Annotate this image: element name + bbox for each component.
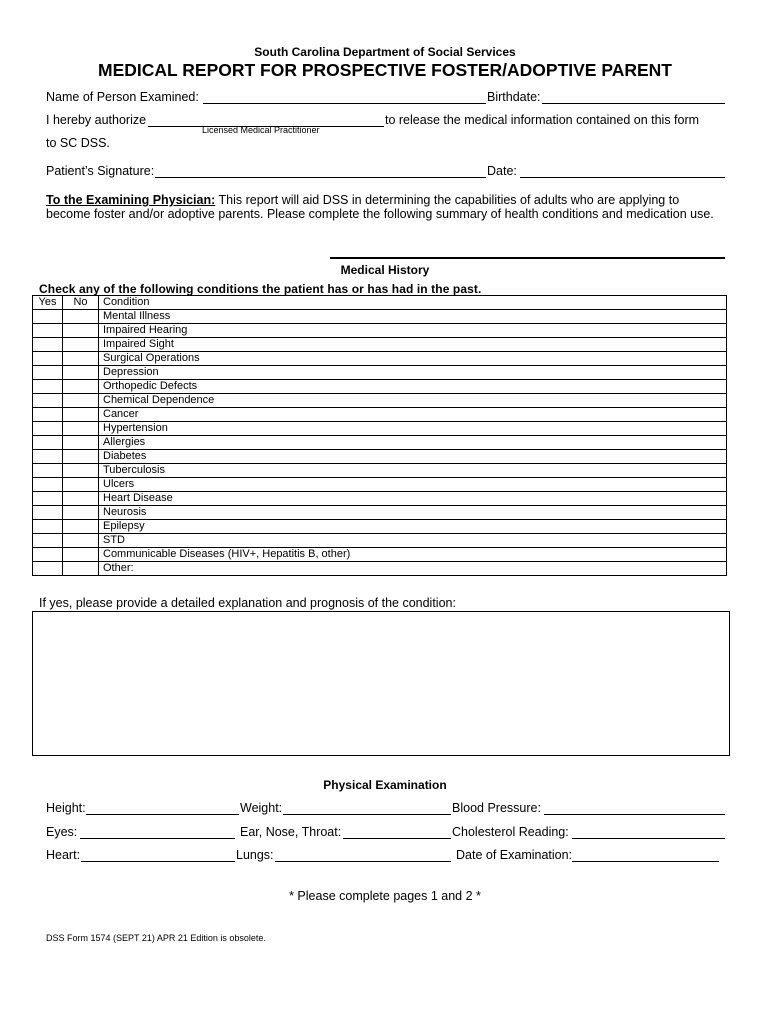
condition-name: Other: — [99, 562, 727, 576]
ent-label: Ear, Nose, Throat: — [240, 825, 342, 839]
yes-checkbox-cell[interactable] — [33, 338, 63, 352]
yes-checkbox-cell[interactable] — [33, 562, 63, 576]
condition-name: Orthopedic Defects — [99, 380, 727, 394]
condition-name: Mental Illness — [99, 310, 727, 324]
condition-column-header: Condition — [99, 296, 727, 310]
table-row — [33, 324, 727, 338]
instructions-paragraph — [46, 193, 726, 221]
no-checkbox-cell[interactable] — [63, 478, 99, 492]
condition-name: Tuberculosis — [99, 464, 727, 478]
condition-name: Impaired Sight — [99, 338, 727, 352]
conditions-table — [32, 295, 727, 576]
yes-checkbox-cell[interactable] — [33, 324, 63, 338]
exam-date-label: Date of Examination: — [456, 848, 573, 862]
condition-name: STD — [99, 534, 727, 548]
section-divider — [330, 257, 725, 259]
yes-checkbox-cell[interactable] — [33, 464, 63, 478]
heart-label: Heart: — [46, 848, 81, 862]
form-title: MEDICAL REPORT FOR PROSPECTIVE FOSTER/ADOPTIVE PARENT — [98, 60, 672, 80]
ent-field[interactable] — [343, 838, 451, 839]
yes-checkbox-cell[interactable] — [33, 436, 63, 450]
table-row — [33, 380, 727, 394]
condition-name: Depression — [99, 366, 727, 380]
condition-name: Cancer — [99, 408, 727, 422]
birthdate-label: Birthdate: — [487, 90, 541, 104]
condition-name: Surgical Operations — [99, 352, 727, 366]
yes-column-header: Yes — [33, 296, 63, 310]
release-text: to release the medical information contained on this form — [385, 113, 700, 127]
no-column-header: No — [63, 296, 99, 310]
yes-checkbox-cell[interactable] — [33, 492, 63, 506]
yes-checkbox-cell[interactable] — [33, 534, 63, 548]
lungs-field[interactable] — [275, 861, 451, 862]
signature-label: Patient’s Signature: — [46, 164, 155, 178]
yes-checkbox-cell[interactable] — [33, 408, 63, 422]
explanation-label: If yes, please provide a detailed explanation and prognosis of the condition: — [39, 596, 456, 610]
weight-label: Weight: — [240, 801, 283, 815]
form-footer: DSS Form 1574 (SEPT 21) APR 21 Edition is obsolete. — [46, 933, 266, 943]
no-checkbox-cell[interactable] — [63, 310, 99, 324]
no-checkbox-cell[interactable] — [63, 380, 99, 394]
eyes-label: Eyes: — [46, 825, 78, 839]
no-checkbox-cell[interactable] — [63, 464, 99, 478]
table-row — [33, 464, 727, 478]
name-label: Name of Person Examined: — [46, 90, 199, 104]
table-row — [33, 450, 727, 464]
signature-field[interactable] — [155, 177, 486, 178]
exam-date-field[interactable] — [572, 861, 719, 862]
table-row — [33, 352, 727, 366]
yes-checkbox-cell[interactable] — [33, 478, 63, 492]
table-row — [33, 366, 727, 380]
lungs-label: Lungs: — [236, 848, 274, 862]
physical-exam-title: Physical Examination — [323, 778, 447, 792]
table-row — [33, 422, 727, 436]
no-checkbox-cell[interactable] — [63, 394, 99, 408]
yes-checkbox-cell[interactable] — [33, 422, 63, 436]
no-checkbox-cell[interactable] — [63, 366, 99, 380]
no-checkbox-cell[interactable] — [63, 352, 99, 366]
condition-name: Allergies — [99, 436, 727, 450]
yes-checkbox-cell[interactable] — [33, 394, 63, 408]
table-header-row — [33, 296, 727, 310]
yes-checkbox-cell[interactable] — [33, 506, 63, 520]
condition-name: Impaired Hearing — [99, 324, 727, 338]
cholesterol-field[interactable] — [572, 838, 725, 839]
condition-name: Hypertension — [99, 422, 727, 436]
height-field[interactable] — [86, 814, 239, 815]
table-row — [33, 562, 727, 576]
instructions-text: This report will aid DSS in determining the capabilities of adults who are applying to become foster and/or adoptive parents. Please complete the following summary of health conditions and medication use. — [46, 193, 714, 221]
no-checkbox-cell[interactable] — [63, 492, 99, 506]
weight-field[interactable] — [283, 814, 451, 815]
heart-field[interactable] — [81, 861, 235, 862]
table-row — [33, 520, 727, 534]
table-row — [33, 548, 727, 562]
completion-note: * Please complete pages 1 and 2 * — [289, 889, 481, 903]
table-row — [33, 408, 727, 422]
no-checkbox-cell[interactable] — [63, 520, 99, 534]
eyes-field[interactable] — [80, 838, 235, 839]
table-row — [33, 534, 727, 548]
yes-checkbox-cell[interactable] — [33, 520, 63, 534]
blood-pressure-label: Blood Pressure: — [452, 801, 541, 815]
condition-name: Heart Disease — [99, 492, 727, 506]
condition-name: Ulcers — [99, 478, 727, 492]
condition-name: Diabetes — [99, 450, 727, 464]
no-checkbox-cell[interactable] — [63, 562, 99, 576]
no-checkbox-cell[interactable] — [63, 324, 99, 338]
yes-checkbox-cell[interactable] — [33, 380, 63, 394]
check-instructions: Check any of the following conditions the patient has or has had in the past. — [39, 282, 482, 296]
name-field[interactable] — [203, 103, 486, 104]
condition-name: Chemical Dependence — [99, 394, 727, 408]
agency-name: South Carolina Department of Social Services — [254, 45, 516, 59]
cholesterol-label: Cholesterol Reading: — [452, 825, 569, 839]
table-row — [33, 394, 727, 408]
instructions-heading: To the Examining Physician: — [46, 193, 216, 207]
table-row — [33, 492, 727, 506]
practitioner-caption: Licensed Medical Practitioner — [202, 125, 320, 135]
no-checkbox-cell[interactable] — [63, 408, 99, 422]
condition-name: Neurosis — [99, 506, 727, 520]
no-checkbox-cell[interactable] — [63, 506, 99, 520]
no-checkbox-cell[interactable] — [63, 338, 99, 352]
no-checkbox-cell[interactable] — [63, 534, 99, 548]
table-row — [33, 310, 727, 324]
blood-pressure-field[interactable] — [544, 814, 725, 815]
date-label: Date: — [487, 164, 517, 178]
table-row — [33, 338, 727, 352]
table-row — [33, 436, 727, 450]
condition-name: Epilepsy — [99, 520, 727, 534]
authorize-label: I hereby authorize — [46, 113, 147, 127]
yes-checkbox-cell[interactable] — [33, 366, 63, 380]
medical-history-title: Medical History — [340, 263, 430, 277]
yes-checkbox-cell[interactable] — [33, 450, 63, 464]
no-checkbox-cell[interactable] — [63, 450, 99, 464]
yes-checkbox-cell[interactable] — [33, 352, 63, 366]
birthdate-field[interactable] — [542, 103, 725, 104]
date-field[interactable] — [520, 177, 725, 178]
yes-checkbox-cell[interactable] — [33, 548, 63, 562]
condition-name: Communicable Diseases (HIV+, Hepatitis B, other) — [99, 548, 727, 562]
height-label: Height: — [46, 801, 86, 815]
to-dss-text: to SC DSS. — [46, 136, 110, 150]
yes-checkbox-cell[interactable] — [33, 310, 63, 324]
explanation-textarea[interactable] — [32, 611, 730, 756]
no-checkbox-cell[interactable] — [63, 422, 99, 436]
no-checkbox-cell[interactable] — [63, 548, 99, 562]
no-checkbox-cell[interactable] — [63, 436, 99, 450]
table-row — [33, 478, 727, 492]
table-row — [33, 506, 727, 520]
